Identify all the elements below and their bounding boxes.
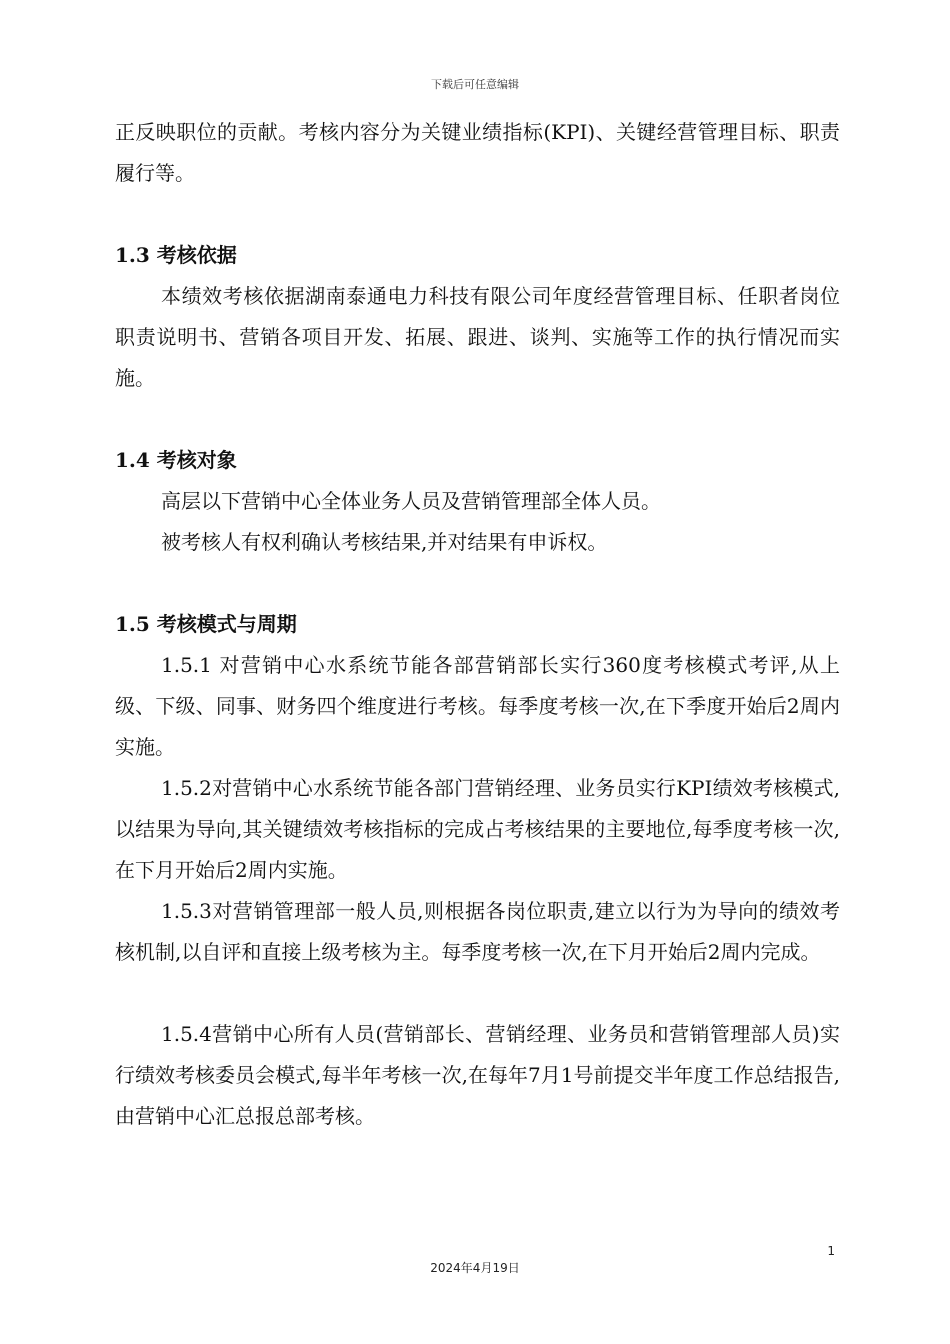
spacer [115, 399, 840, 440]
paragraph-1-5-1: 1.5.1 对营销中心水系统节能各部营销部长实行360度考核模式考评,从上级、下级、同事、财务四个维度进行考核。每季度考核一次,在下季度开始后2周内实施。 [115, 653, 840, 759]
page-number: 1 [827, 1244, 835, 1258]
spacer [115, 973, 840, 1014]
paragraph-1-5-3: 1.5.3对营销管理部一般人员,则根据各岗位职责,建立以行为为导向的绩效考核机制,以自评和直接上级考核为主。每季度考核一次,在下月开始后2周内完成。 [115, 899, 840, 964]
paragraph-intro: 正反映职位的贡献。考核内容分为关键业绩指标(KPI)、关键经营管理目标、职责履行等。 [115, 120, 840, 185]
footer-date: 2024年4月19日 [430, 1261, 520, 1275]
page-header: 下载后可任意编辑 [431, 78, 519, 91]
spacer [115, 194, 840, 235]
paragraph-1-4-b: 被考核人有权利确认考核结果,并对结果有申诉权。 [161, 530, 608, 554]
document-body [115, 112, 840, 1137]
paragraph-1-3: 本绩效考核依据湖南泰通电力科技有限公司年度经营管理目标、任职者岗位职责说明书、营销各项目开发、拓展、跟进、谈判、实施等工作的执行情况而实施。 [115, 284, 840, 390]
heading-1-5: 1.5 考核模式与周期 [115, 612, 297, 636]
spacer [115, 563, 840, 604]
paragraph-1-5-2: 1.5.2对营销中心水系统节能各部门营销经理、业务员实行KPI绩效考核模式,以结果为导向,其关键绩效考核指标的完成占考核结果的主要地位,每季度考核一次,在下月开始后2周内实施。 [115, 776, 840, 882]
heading-1-3: 1.3 考核依据 [115, 243, 237, 267]
paragraph-1-5-4: 1.5.4营销中心所有人员(营销部长、营销经理、业务员和营销管理部人员)实行绩效考核委员会模式,每半年考核一次,在每年7月1号前提交半年度工作总结报告,由营销中心汇总报总部考核。 [115, 1022, 840, 1128]
heading-1-4: 1.4 考核对象 [115, 448, 237, 472]
paragraph-1-4-a: 高层以下营销中心全体业务人员及营销管理部全体人员。 [161, 489, 661, 513]
